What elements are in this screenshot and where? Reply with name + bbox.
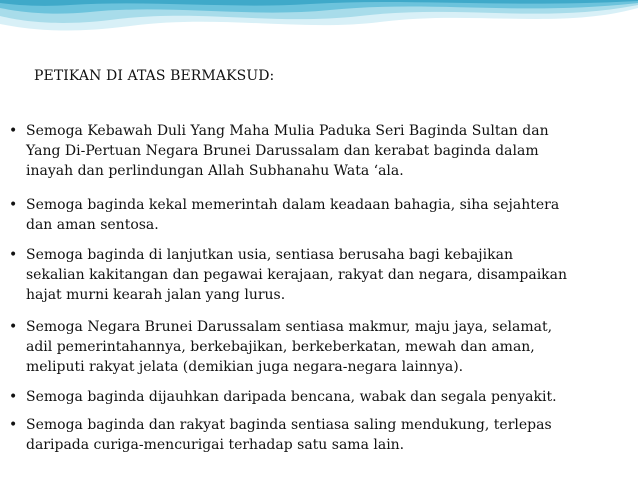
bullet-marker: • — [9, 389, 18, 405]
bullet-marker: • — [9, 197, 18, 213]
bullet-marker: • — [9, 247, 18, 263]
bullet-text: Semoga baginda dijauhkan daripada bencana, wabak dan segala penyakit. — [26, 389, 557, 405]
bullet-text: Semoga baginda dan rakyat baginda sentiasa saling mendukung, terlepas daripada curiga-mencurigai terhadap satu sama lain. — [26, 417, 552, 453]
bullet-text: Semoga baginda kekal memerintah dalam keadaan bahagia, siha sejahtera dan aman sentosa. — [26, 197, 560, 233]
bullet-marker: • — [9, 123, 18, 139]
bullet-marker: • — [9, 417, 18, 433]
slide-heading: PETIKAN DI ATAS BERMAKSUD: — [34, 68, 275, 84]
decorative-wave-banner — [0, 0, 638, 60]
bullet-text: Semoga Negara Brunei Darussalam sentiasa makmur, maju jaya, selamat, adil pemerintahannya, berkebajikan, berkeberkatan, mewah dan aman, meliputi rakyat jelata (demikian juga negara-negara lainnya). — [26, 319, 553, 375]
bullet-text: Semoga Kebawah Duli Yang Maha Mulia Paduka Seri Baginda Sultan dan Yang Di-Pertuan Negara Brunei Darussalam dan kerabat baginda dalam inayah dan perlindungan Allah Subhanahu Wata ‘ala. — [26, 123, 549, 179]
bullet-marker: • — [9, 319, 18, 335]
bullet-text: Semoga baginda di lanjutkan usia, sentiasa berusaha bagi kebajikan sekalian kakitangan dan pegawai kerajaan, rakyat dan negara, disampaikan hajat murni kearah jalan yang lurus. — [26, 247, 568, 303]
